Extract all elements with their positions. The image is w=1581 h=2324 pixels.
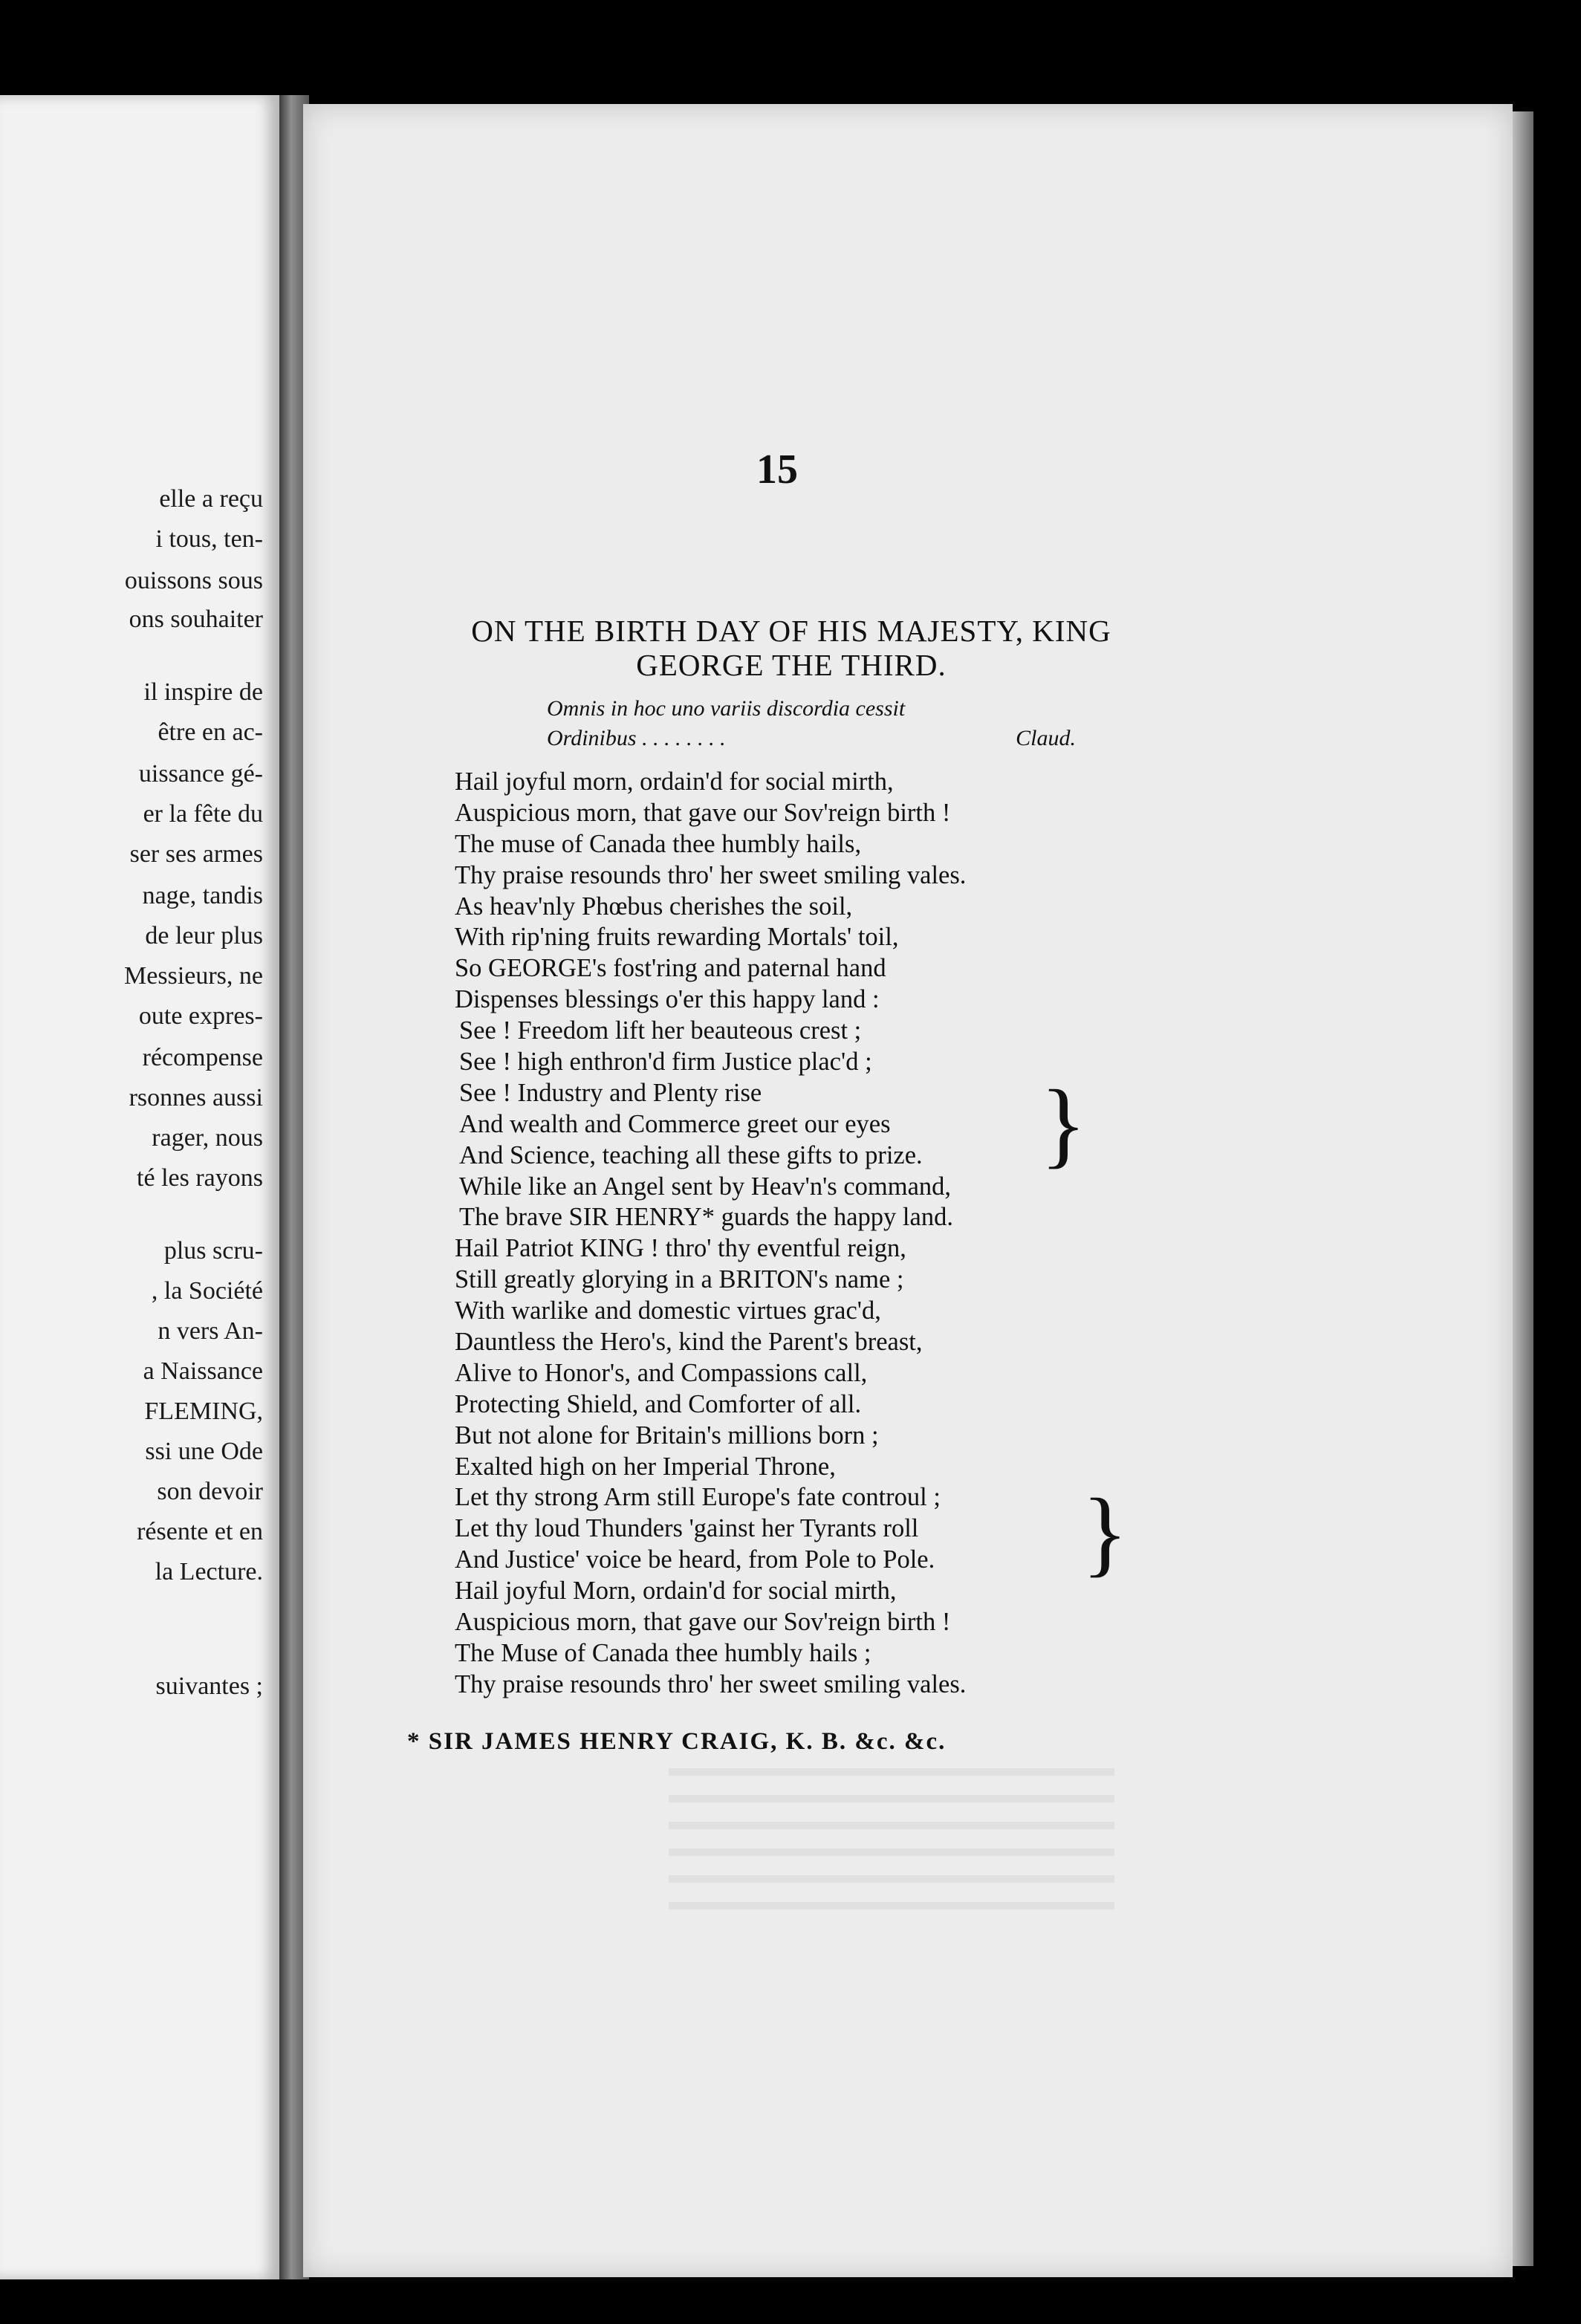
page-number: 15 xyxy=(756,447,798,493)
facing-page-line: oute expres- xyxy=(138,1002,263,1030)
epigraph-line-1: Omnis in hoc uno variis discordia cessit xyxy=(547,696,906,721)
poem-line: Let thy loud Thunders 'gainst her Tyrants roll xyxy=(455,1514,919,1543)
poem-line: The Muse of Canada thee humbly hails ; xyxy=(455,1638,871,1667)
poem-line: Auspicious morn, that gave our Sov'reign birth ! xyxy=(455,798,951,827)
facing-page-fragment xyxy=(0,95,279,2279)
footnote: * SIR JAMES HENRY CRAIG, K. B. &c. &c. xyxy=(407,1728,947,1755)
poem-line: See ! Freedom lift her beauteous crest ; xyxy=(459,1016,862,1045)
poem-line: And Justice' voice be heard, from Pole to Pole. xyxy=(455,1545,935,1574)
poem-line: Alive to Honor's, and Compassions call, xyxy=(455,1358,868,1387)
poem-line: Hail joyful morn, ordain'd for social mirth, xyxy=(455,767,894,796)
facing-page-line: ouissons sous xyxy=(124,567,263,594)
triplet-brace-1: } xyxy=(1040,1071,1087,1178)
poem-line: The muse of Canada thee humbly hails, xyxy=(455,829,862,858)
facing-page-line: résente et en xyxy=(137,1518,263,1545)
facing-page-line: n vers An- xyxy=(158,1317,263,1345)
epigraph xyxy=(547,694,1076,753)
facing-page-line: il inspire de xyxy=(143,678,263,706)
poem-line: With warlike and domestic virtues grac'd, xyxy=(455,1296,881,1325)
facing-page-line: ssi une Ode xyxy=(145,1438,263,1465)
facing-page-line: uissance gé- xyxy=(138,760,263,788)
facing-page-line: té les rayons xyxy=(137,1164,263,1192)
poem-line: See ! Industry and Plenty rise xyxy=(459,1078,762,1107)
epigraph-line-2-text: Ordinibus . . . . . . . . xyxy=(547,726,726,750)
poem-line: But not alone for Britain's millions born ; xyxy=(455,1421,879,1450)
facing-page-line: ser ses armes xyxy=(129,840,263,868)
poem-title xyxy=(386,614,1196,682)
facing-page-line: rsonnes aussi xyxy=(129,1084,263,1111)
facing-page-line: , la Société xyxy=(151,1277,263,1305)
poem-line: As heav'nly Phœbus cherishes the soil, xyxy=(455,892,853,921)
poem-line: Thy praise resounds thro' her sweet smiling vales. xyxy=(455,860,967,889)
facing-page-line: plus scru- xyxy=(163,1237,263,1265)
facing-page-line: elle a reçu xyxy=(159,485,263,513)
poem-line: Protecting Shield, and Comforter of all. xyxy=(455,1389,862,1418)
show-through-text xyxy=(669,1768,1114,1917)
facing-page-line: i tous, ten- xyxy=(155,525,263,553)
epigraph-line-2 xyxy=(547,724,1076,753)
poem-line: Still greatly glorying in a BRITON's name ; xyxy=(455,1265,904,1294)
facing-page-line: Messieurs, ne xyxy=(124,962,263,990)
triplet-brace-2: } xyxy=(1082,1479,1129,1586)
poem-line: Let thy strong Arm still Europe's fate controul ; xyxy=(455,1483,941,1512)
poem-line: Exalted high on her Imperial Throne, xyxy=(455,1452,836,1481)
facing-page-line: nage, tandis xyxy=(142,882,263,909)
poem-line: Hail joyful Morn, ordain'd for social mirth, xyxy=(455,1577,897,1606)
poem-line: And wealth and Commerce greet our eyes xyxy=(459,1109,891,1138)
facing-page-line: ons souhaiter xyxy=(129,606,263,633)
facing-page-line: er la fête du xyxy=(143,800,263,828)
poem-line: While like an Angel sent by Heav'n's command, xyxy=(459,1172,952,1201)
poem-line: Auspicious morn, that gave our Sov'reign birth ! xyxy=(455,1608,951,1637)
poem-line: The brave SIR HENRY* guards the happy land. xyxy=(459,1203,953,1232)
facing-page-line: a Naissance xyxy=(143,1357,263,1385)
poem-line: Thy praise resounds thro' her sweet smiling vales. xyxy=(455,1669,967,1698)
facing-page-line: récompense xyxy=(142,1044,263,1071)
facing-page-line: être en ac- xyxy=(158,718,263,746)
facing-page-line: rager, nous xyxy=(152,1124,263,1152)
poem-line: So GEORGE's fost'ring and paternal hand xyxy=(455,954,886,983)
epigraph-attribution: Claud. xyxy=(1016,726,1076,750)
poem-line: Dauntless the Hero's, kind the Parent's breast, xyxy=(455,1328,923,1357)
poem-line: See ! high enthron'd firm Justice plac'd ; xyxy=(459,1048,872,1077)
poem-title-line-1: ON THE BIRTH DAY OF HIS MAJESTY, KING xyxy=(471,614,1111,648)
poem-line: With rip'ning fruits rewarding Mortals' toil, xyxy=(455,923,899,952)
facing-page-line: son devoir xyxy=(157,1478,263,1505)
poem-line: Dispenses blessings o'er this happy land : xyxy=(455,985,880,1014)
facing-page-line: FLEMING, xyxy=(144,1398,263,1425)
poem-body xyxy=(455,767,1168,1701)
facing-page-line: la Lecture. xyxy=(155,1558,263,1585)
facing-page-line: suivantes ; xyxy=(155,1672,263,1700)
poem-title-line-2: GEORGE THE THIRD. xyxy=(636,648,947,682)
poem-line: And Science, teaching all these gifts to prize. xyxy=(459,1140,923,1169)
poem-line: Hail Patriot KING ! thro' thy eventful reign, xyxy=(455,1234,906,1263)
facing-page-line: de leur plus xyxy=(145,922,263,950)
page-edge xyxy=(1513,111,1533,2266)
